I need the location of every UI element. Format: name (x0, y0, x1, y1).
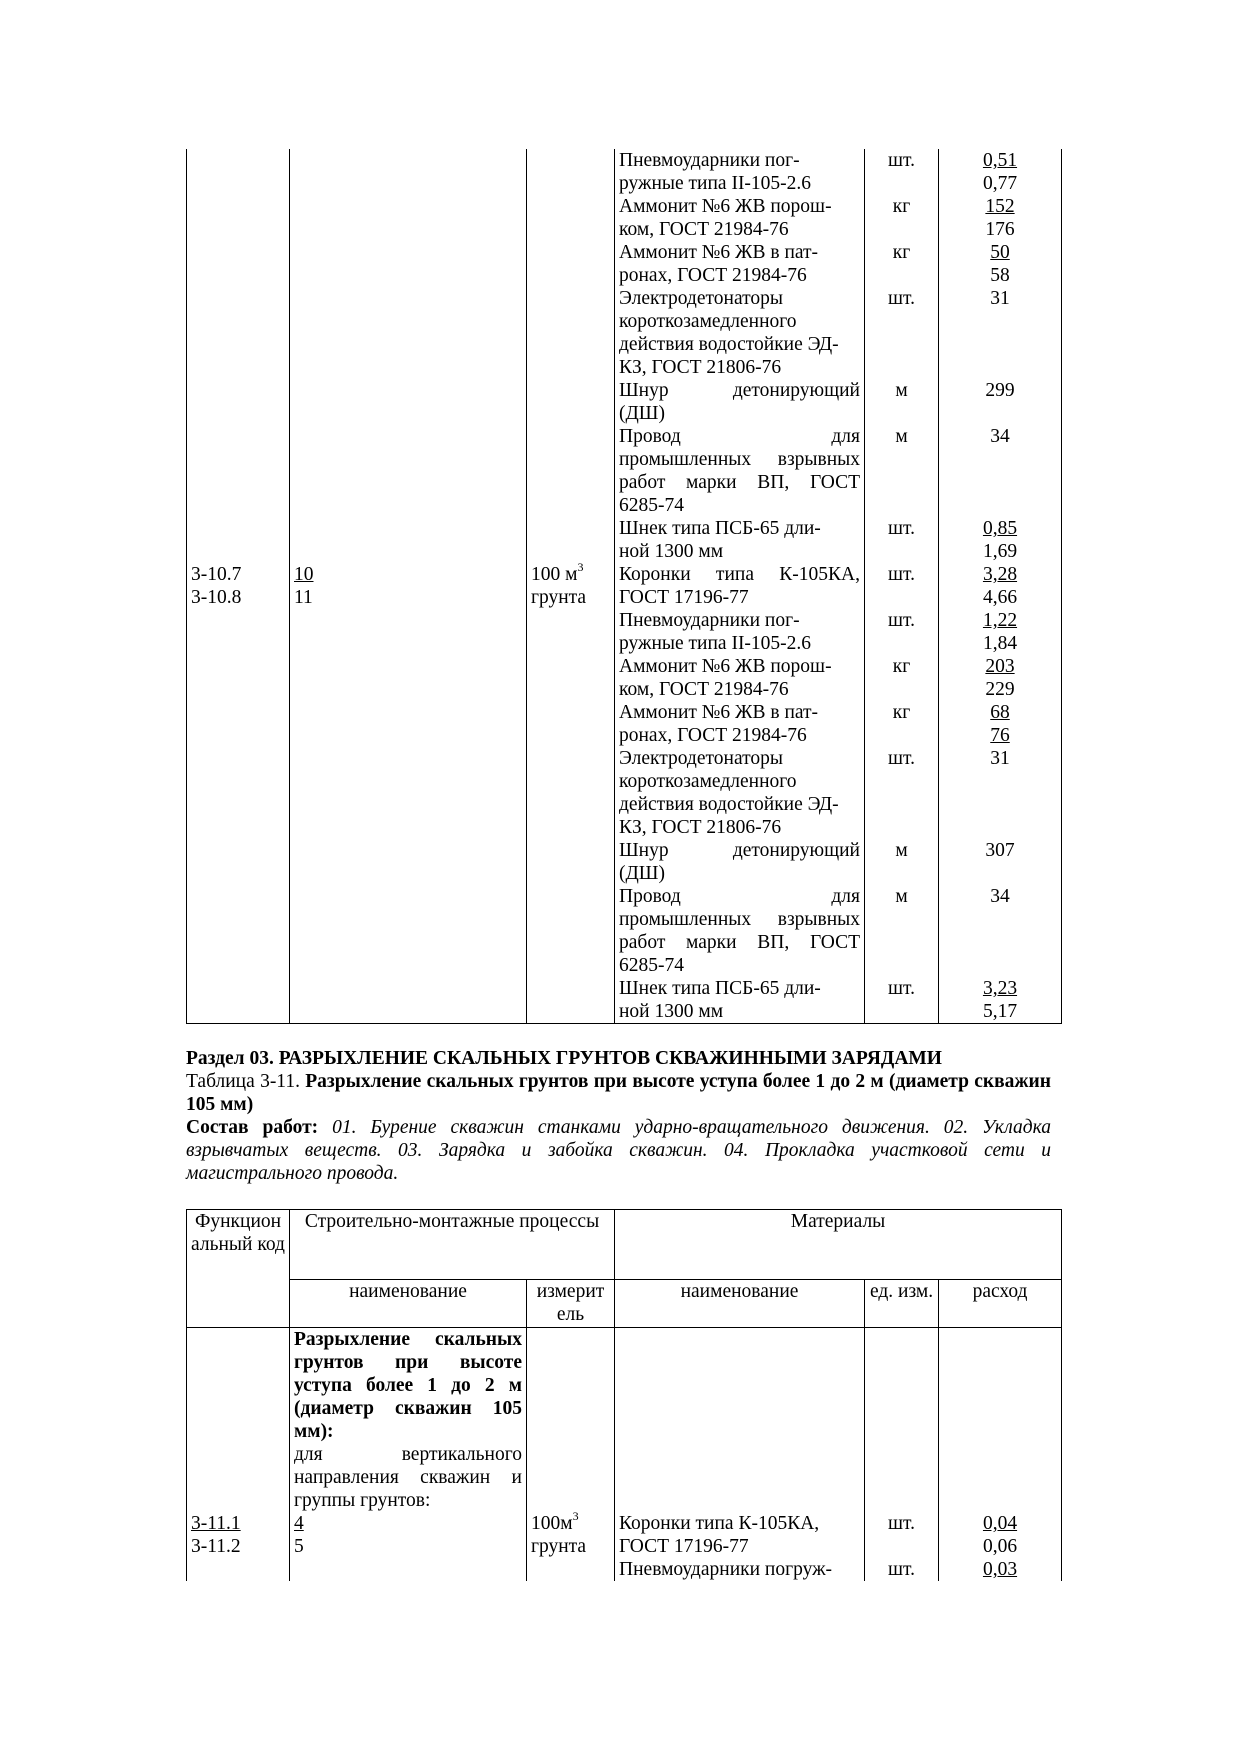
spacer (294, 402, 522, 425)
spacer (294, 356, 522, 379)
spacer (294, 241, 522, 264)
consumption-value (943, 310, 1057, 333)
section-title: Раздел 03. РАЗРЫХЛЕНИЕ СКАЛЬНЫХ ГРУНТОВ СКВАЖИННЫМИ ЗАРЯДАМИ (186, 1048, 942, 1069)
table-number: Таблица 3-11. (186, 1071, 306, 1092)
material-name-line: ружные типа II-105-2.6 (619, 173, 812, 194)
material-name-line: короткозамедленного (619, 771, 797, 792)
unit-line (869, 310, 934, 333)
spacer (531, 241, 610, 264)
unit-line: кг (892, 242, 911, 263)
spacer (191, 425, 285, 448)
unit-line (869, 931, 934, 954)
unit-line (869, 1000, 934, 1023)
unit-line (869, 1535, 934, 1558)
spacer (943, 1351, 1057, 1374)
consumption-value (943, 816, 1057, 839)
consumption-value: 0,51 (982, 150, 1018, 171)
process-description-bold: Разрыхление скальных грунтов при высоте уступа более 1 до 2 м (диаметр скважин 105 мм): (294, 1329, 522, 1442)
func-code: 3-11.2 (191, 1536, 241, 1557)
consumption-value: 299 (985, 380, 1015, 401)
unit-line (869, 218, 934, 241)
spacer (294, 218, 522, 241)
spacer (294, 448, 522, 471)
consumption-value: 4,66 (982, 587, 1018, 608)
spacer (191, 1351, 285, 1374)
unit-line: шт. (888, 748, 915, 769)
spacer (869, 1466, 934, 1489)
consumption-value (943, 333, 1057, 356)
spacer (294, 310, 522, 333)
table-title: Разрыхление скальных грунтов при высоте уступа более 1 до 2 м (диаметр скважин 105 мм) (186, 1071, 1052, 1115)
material-name-line: Пневмоударники пог- (619, 610, 800, 631)
header-processes: Строительно-монтажные процессы (290, 1210, 615, 1280)
material-name-line: Аммонит №6 ЖВ порош- (619, 196, 832, 217)
spacer (294, 287, 522, 310)
spacer (191, 1466, 285, 1489)
spacer (531, 471, 610, 494)
spacer (191, 172, 285, 195)
spacer (191, 494, 285, 517)
spacer (531, 310, 610, 333)
unit-line (869, 448, 934, 471)
material-name-line: короткозамедленного (619, 311, 797, 332)
unit-line (869, 724, 934, 747)
material-name-line: промышленных взрывных (619, 449, 860, 470)
material-name-line: (ДШ) (619, 863, 665, 884)
material-name-line: Коронки типа К-105КА, (619, 564, 860, 585)
spacer (943, 1328, 1057, 1351)
unit-line (869, 471, 934, 494)
consumption-value (943, 862, 1057, 885)
process-code: 11 (294, 587, 313, 608)
spacer (531, 149, 610, 172)
materials-table-continued (186, 149, 1062, 1024)
consumption-value: 0,03 (982, 1559, 1018, 1580)
consumption-value (943, 356, 1057, 379)
material-name-line: ГОСТ 17196-77 (619, 1536, 749, 1557)
material-name-line: работ марки ВП, ГОСТ (619, 932, 860, 953)
spacer (943, 1397, 1057, 1420)
spacer (191, 218, 285, 241)
process-description: для вертикального направления скважин и группы грунтов: (294, 1444, 522, 1511)
header-materials: Материалы (615, 1210, 1062, 1280)
unit-line (869, 816, 934, 839)
material-name-cell (615, 1328, 865, 1582)
consumption-value (943, 471, 1057, 494)
header-measure: измерит ель (527, 1280, 615, 1328)
consumption-value: 31 (990, 288, 1010, 309)
unit-line (869, 908, 934, 931)
header-unit: ед. изм. (865, 1280, 939, 1328)
measure-unit (531, 1508, 610, 1535)
spacer (191, 287, 285, 310)
spacer (294, 517, 522, 540)
spacer (869, 1374, 934, 1397)
func-code: 3-10.8 (191, 587, 242, 608)
spacer (531, 1420, 610, 1443)
spacer (191, 310, 285, 333)
consumption-value (943, 931, 1057, 954)
work-text: 01. Бурение скважин станками ударно-вращательного движения. 02. Укладка взрывчатых веществ. 03. Зарядка и забойка скважин. 04. Прокладка участковой сети и магистрального провода. (186, 1117, 1051, 1184)
consumption-cell (939, 1328, 1062, 1582)
unit-line (869, 793, 934, 816)
unit-line: шт. (888, 1559, 915, 1580)
work-label: Состав работ: (186, 1117, 319, 1138)
header-func-code: Функцион альный код (187, 1210, 290, 1328)
material-name-line: ронах, ГОСТ 21984-76 (619, 265, 807, 286)
unit-line: шт. (888, 150, 915, 171)
unit-line (869, 540, 934, 563)
spacer (294, 195, 522, 218)
spacer (619, 1328, 860, 1351)
spacer (619, 1443, 860, 1466)
spacer (531, 402, 610, 425)
consumption-value (943, 448, 1057, 471)
material-name-line: (ДШ) (619, 403, 665, 424)
material-name-line: действия водостойкие ЭД- (619, 334, 839, 355)
unit-line: м (895, 886, 908, 907)
spacer (531, 425, 610, 448)
spacer (531, 448, 610, 471)
spacer (294, 540, 522, 563)
spacer (191, 402, 285, 425)
consumption-value: 203 (985, 656, 1015, 677)
spacer (191, 1397, 285, 1420)
measure-unit-sup: 3 (577, 559, 584, 574)
consumption-value (943, 402, 1057, 425)
consumption-value: 31 (990, 748, 1010, 769)
spacer (531, 1466, 610, 1489)
consumption-value (943, 908, 1057, 931)
unit-line: шт. (888, 978, 915, 999)
process-code: 5 (294, 1536, 304, 1557)
spacer (191, 448, 285, 471)
unit-line (869, 494, 934, 517)
spacer (531, 195, 610, 218)
consumption-value: 307 (985, 840, 1015, 861)
unit-line: кг (892, 656, 911, 677)
spacer (869, 1489, 934, 1512)
unit-line: кг (892, 196, 911, 217)
materials-table (186, 1209, 1062, 1581)
material-name-line: работ марки ВП, ГОСТ (619, 472, 860, 493)
spacer (531, 264, 610, 287)
spacer (294, 494, 522, 517)
spacer (943, 1443, 1057, 1466)
unit-line (869, 333, 934, 356)
table-row (187, 149, 1062, 1024)
spacer (869, 1443, 934, 1466)
material-name-line: действия водостойкие ЭД- (619, 794, 839, 815)
material-name-line: Аммонит №6 ЖВ порош- (619, 656, 832, 677)
spacer (531, 172, 610, 195)
spacer (869, 1328, 934, 1351)
consumption-value (943, 954, 1057, 977)
material-name-line: ной 1300 мм (619, 541, 724, 562)
spacer (531, 1443, 610, 1466)
material-name-line: ружные типа II-105-2.6 (619, 633, 812, 654)
consumption-value: 0,04 (982, 1513, 1018, 1534)
unit-line (869, 356, 934, 379)
spacer (531, 517, 610, 540)
unit-line (869, 172, 934, 195)
consumption-value (943, 770, 1057, 793)
process-code: 4 (294, 1513, 304, 1534)
unit-line: шт. (888, 610, 915, 631)
consumption-value: 152 (985, 196, 1015, 217)
material-name-line: Шнек типа ПСБ-65 дли- (619, 518, 821, 539)
spacer (619, 1466, 860, 1489)
spacer (531, 356, 610, 379)
func-code-cell (187, 149, 290, 1024)
material-name-line: Провод для (619, 426, 860, 447)
consumption-value: 58 (990, 265, 1010, 286)
spacer (943, 1489, 1057, 1512)
spacer (294, 264, 522, 287)
spacer (943, 1420, 1057, 1443)
spacer (294, 471, 522, 494)
spacer (869, 1420, 934, 1443)
material-name-line: Аммонит №6 ЖВ в пат- (619, 702, 819, 723)
measure-unit (531, 559, 610, 586)
material-name-cell (615, 149, 865, 1024)
consumption-value: 229 (985, 679, 1015, 700)
consumption-value: 0,06 (982, 1536, 1018, 1557)
material-name-line: Шнур детонирующий (619, 380, 860, 401)
material-name-line: Провод для (619, 886, 860, 907)
spacer (619, 1374, 860, 1397)
spacer (191, 471, 285, 494)
header-name: наименование (290, 1280, 527, 1328)
spacer (531, 540, 610, 563)
process-code: 10 (294, 564, 314, 585)
material-name-line: Аммонит №6 ЖВ в пат- (619, 242, 819, 263)
material-name-line: Электродетонаторы (619, 748, 783, 769)
spacer (531, 218, 610, 241)
spacer (531, 1351, 610, 1374)
unit-line: м (895, 840, 908, 861)
spacer (294, 172, 522, 195)
spacer (619, 1420, 860, 1443)
spacer (191, 356, 285, 379)
unit-line (869, 678, 934, 701)
func-code: 3-11.1 (191, 1513, 241, 1534)
unit-line (869, 632, 934, 655)
material-name-line: Пневмоударники пог- (619, 150, 800, 171)
measure-unit-sub: грунта (531, 1536, 587, 1557)
unit-line (869, 586, 934, 609)
spacer (294, 149, 522, 172)
func-code: 3-10.7 (191, 564, 242, 585)
unit-line: шт. (888, 1513, 915, 1534)
measure-cell (527, 1328, 615, 1582)
consumption-value: 1,69 (982, 541, 1018, 562)
func-code-cell (187, 1328, 290, 1582)
spacer (191, 195, 285, 218)
material-name-line: Шнур детонирующий (619, 840, 860, 861)
spacer (191, 1443, 285, 1466)
unit-cell (865, 1328, 939, 1582)
material-name-line: ком, ГОСТ 21984-76 (619, 219, 789, 240)
table-row (187, 1328, 1062, 1582)
measure-unit-sub: грунта (531, 587, 587, 608)
table-caption (186, 1070, 1051, 1116)
spacer (531, 1374, 610, 1397)
unit-line: шт. (888, 288, 915, 309)
table-subheader-row (187, 1280, 1062, 1328)
consumption-value: 1,22 (982, 610, 1018, 631)
material-name-line: ронах, ГОСТ 21984-76 (619, 725, 807, 746)
process-code-cell (290, 149, 527, 1024)
material-name-line: ной 1300 мм (619, 1001, 724, 1022)
material-name-line: КЗ, ГОСТ 21806-76 (619, 817, 782, 838)
consumption-value: 34 (990, 426, 1010, 447)
material-name-line: Электродетонаторы (619, 288, 783, 309)
consumption-value: 0,77 (982, 173, 1018, 194)
spacer (531, 1328, 610, 1351)
material-name-line: ком, ГОСТ 21984-76 (619, 679, 789, 700)
unit-line (869, 862, 934, 885)
spacer (191, 1374, 285, 1397)
unit-line (869, 402, 934, 425)
consumption-value: 50 (990, 242, 1010, 263)
material-name-line: Коронки типа К-105КА, (619, 1513, 820, 1534)
consumption-value: 0,85 (982, 518, 1018, 539)
spacer (191, 149, 285, 172)
unit-line: м (895, 426, 908, 447)
unit-line: м (895, 380, 908, 401)
table-header-row (187, 1210, 1062, 1280)
spacer (869, 1351, 934, 1374)
spacer (531, 287, 610, 310)
spacer (531, 1397, 610, 1420)
spacer (191, 1328, 285, 1351)
consumption-value: 34 (990, 886, 1010, 907)
consumption-value (943, 793, 1057, 816)
measure-cell (527, 149, 615, 1024)
spacer (191, 241, 285, 264)
spacer (619, 1397, 860, 1420)
spacer (531, 379, 610, 402)
consumption-value: 76 (990, 725, 1010, 746)
spacer (294, 333, 522, 356)
spacer (191, 1420, 285, 1443)
measure-unit-sup: 3 (572, 1508, 579, 1523)
unit-line (869, 954, 934, 977)
consumption-value: 1,84 (982, 633, 1018, 654)
spacer (191, 379, 285, 402)
spacer (191, 264, 285, 287)
spacer (531, 1489, 610, 1512)
spacer (869, 1397, 934, 1420)
material-name-line: Шнек типа ПСБ-65 дли- (619, 978, 821, 999)
measure-unit-text: 100 м (531, 564, 578, 585)
header-material-name: наименование (615, 1280, 865, 1328)
consumption-cell (939, 149, 1062, 1024)
consumption-value: 176 (985, 219, 1015, 240)
spacer (294, 425, 522, 448)
material-name-line: 6285-74 (619, 955, 684, 976)
unit-line (869, 264, 934, 287)
spacer (191, 333, 285, 356)
spacer (619, 1489, 860, 1512)
unit-line: кг (892, 702, 911, 723)
spacer (294, 379, 522, 402)
spacer (943, 1374, 1057, 1397)
spacer (531, 494, 610, 517)
unit-line (869, 770, 934, 793)
measure-unit-text: 100м (531, 1513, 573, 1534)
consumption-value: 3,28 (982, 564, 1018, 585)
material-name-line: ГОСТ 17196-77 (619, 587, 749, 608)
spacer (191, 517, 285, 540)
material-name-line: Пневмоударники погруж- (619, 1559, 833, 1580)
spacer (943, 1466, 1057, 1489)
material-name-line: промышленных взрывных (619, 909, 860, 930)
unit-cell (865, 149, 939, 1024)
consumption-value: 5,17 (982, 1001, 1018, 1022)
consumption-value: 68 (990, 702, 1010, 723)
spacer (619, 1351, 860, 1374)
material-name-line: 6285-74 (619, 495, 684, 516)
process-cell (290, 1328, 527, 1582)
consumption-value (943, 494, 1057, 517)
unit-line: шт. (888, 564, 915, 585)
spacer (531, 333, 610, 356)
work-composition (186, 1116, 1051, 1185)
consumption-value: 3,23 (982, 978, 1018, 999)
header-consumption: расход (939, 1280, 1062, 1328)
spacer (191, 540, 285, 563)
spacer (191, 1489, 285, 1512)
unit-line: шт. (888, 518, 915, 539)
material-name-line: КЗ, ГОСТ 21806-76 (619, 357, 782, 378)
